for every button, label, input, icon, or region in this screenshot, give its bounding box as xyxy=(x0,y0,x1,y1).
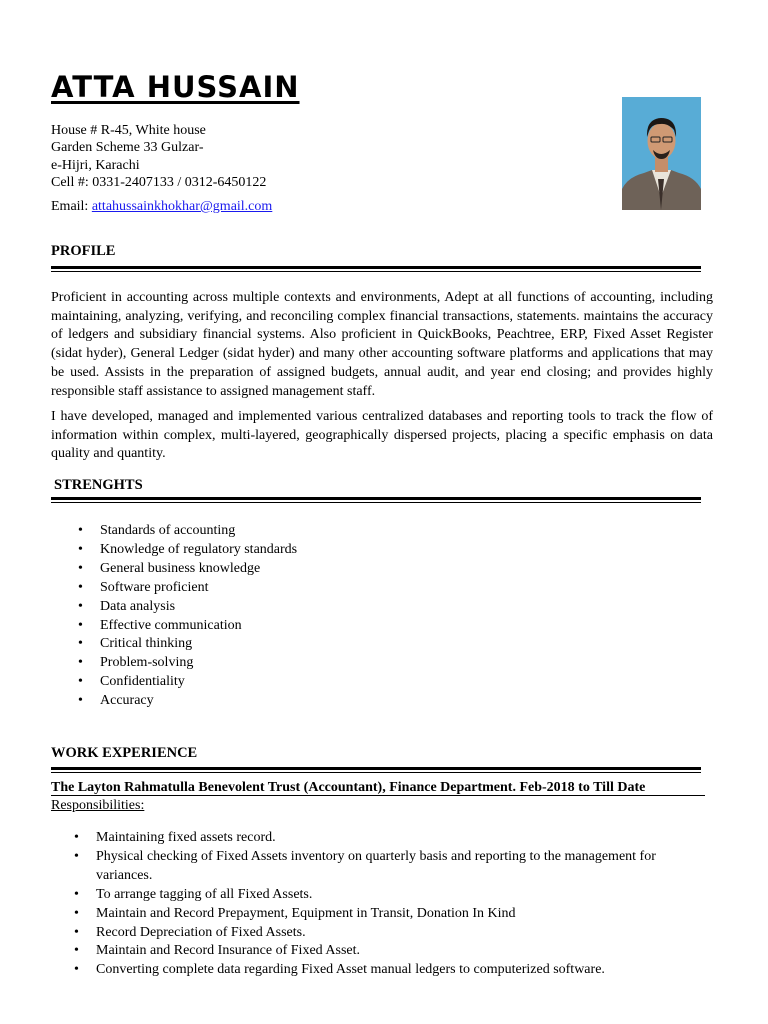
list-item: • Accuracy xyxy=(100,692,297,711)
email-link[interactable]: attahussainkhokhar@gmail.com xyxy=(91,199,273,214)
strengths-list xyxy=(100,522,297,711)
responsibilities-list xyxy=(96,829,708,980)
list-item: • Knowledge of regulatory standards xyxy=(100,541,297,560)
profile-photo xyxy=(622,97,701,210)
list-item: • Data analysis xyxy=(100,598,297,617)
phone-line: Cell #: 0331-2407133 / 0312-6450122 xyxy=(51,174,267,190)
candidate-name: ATTA HUSSAIN xyxy=(51,70,300,104)
address-line: Garden Scheme 33 Gulzar- xyxy=(51,140,204,156)
profile-paragraph: I have developed, managed and implemented various centralized databases and reporting tools to track the flow of information within complex, multi-layered, geographically dispersed projects, placing a specific emphasis on data quality and quantity. xyxy=(51,409,713,462)
list-item: • Standards of accounting xyxy=(100,522,297,541)
list-item: • Problem-solving xyxy=(100,654,297,673)
list-item: • General business knowledge xyxy=(100,560,297,579)
email-label: Email: xyxy=(51,199,89,214)
address-block xyxy=(51,122,266,191)
list-item: • Record Depreciation of Fixed Assets. xyxy=(96,924,708,943)
address-line: e-Hijri, Karachi xyxy=(51,157,140,173)
job-title-underline xyxy=(51,795,705,796)
list-item: • Confidentiality xyxy=(100,673,297,692)
address-line: House # R-45, White house xyxy=(51,123,206,138)
profile-divider xyxy=(51,266,701,272)
job-title: The Layton Rahmatulla Benevolent Trust (Accountant), Finance Department. Feb-2018 to Till Date xyxy=(51,780,646,795)
experience-heading: WORK EXPERIENCE xyxy=(51,745,198,761)
responsibilities-label: Responsibilities: xyxy=(51,798,145,813)
experience-divider xyxy=(51,767,701,773)
list-item: • Maintain and Record Prepayment, Equipment in Transit, Donation In Kind xyxy=(96,905,708,924)
list-item: • Software proficient xyxy=(100,579,297,598)
list-item: • Critical thinking xyxy=(100,635,297,654)
list-item: • Physical checking of Fixed Assets inventory on quarterly basis and reporting to the management for variances. xyxy=(96,848,708,886)
strengths-heading: STRENGHTS xyxy=(54,477,143,493)
list-item: • Converting complete data regarding Fixed Asset manual ledgers to computerized software. xyxy=(96,961,708,980)
list-item: • Maintain and Record Insurance of Fixed Asset. xyxy=(96,942,708,961)
profile-paragraph: Proficient in accounting across multiple contexts and environments, Adept at all functions of accounting, including maintaining, analyzing, verifying, and reconciling complex financial transactions, statements. maintains the accuracy of ledgers and subsidiary financial systems. Also proficient in QuickBooks, Peachtree, ERP, Fixed Asset Register (sidat hyder), General Ledger (sidat hyder) and many other accounting software platforms and applications that may be used. Assists in the preparation of assigned budgets, annual audit, and year end closing; and provides highly responsible staff assistance to assigned management staff. xyxy=(51,290,713,399)
strengths-divider xyxy=(51,497,701,503)
list-item: • Effective communication xyxy=(100,617,297,636)
list-item: • Maintaining fixed assets record. xyxy=(96,829,708,848)
profile-heading: PROFILE xyxy=(51,243,116,259)
email-line xyxy=(51,198,272,215)
list-item: • To arrange tagging of all Fixed Assets. xyxy=(96,886,708,905)
